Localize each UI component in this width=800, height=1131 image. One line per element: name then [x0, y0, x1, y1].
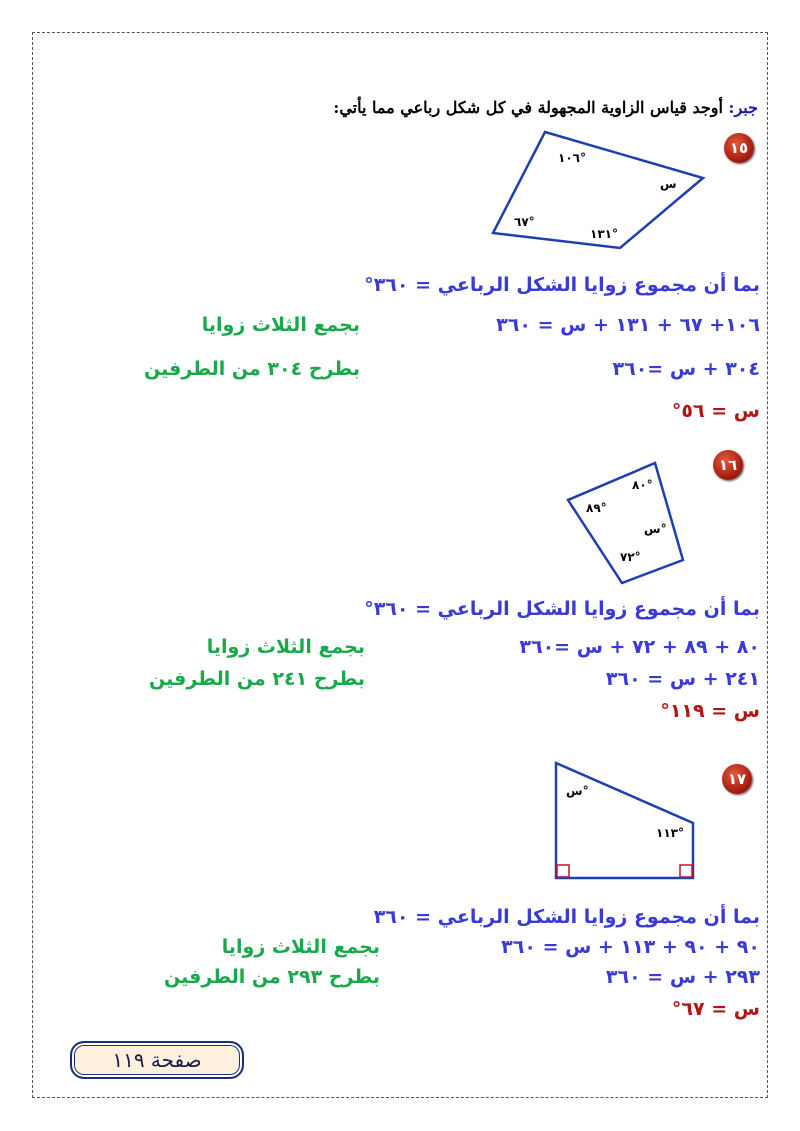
angle-label-unknown: س°	[566, 784, 589, 798]
angle-label: ١٠٦°	[558, 151, 586, 165]
result: س = ٥٦°	[671, 400, 760, 422]
equation-step1: ١٠٦+ ٦٧ + ١٣١ + س = ٣٦٠	[496, 314, 760, 336]
result: س = ١١٩°	[660, 700, 760, 722]
sum-statement: بما أن مجموع زوايا الشكل الرباعي = ٣٦٠°	[364, 598, 760, 620]
sum-statement: بما أن مجموع زوايا الشكل الرباعي = ٣٦٠	[373, 906, 760, 928]
right-angle-marker	[557, 865, 569, 877]
right-angle-marker	[680, 865, 692, 877]
angle-label: ٨٩°	[586, 501, 607, 515]
angle-label: ١٣١°	[590, 227, 618, 241]
angle-label-unknown: س°	[644, 522, 667, 536]
angle-label: ٧٢°	[620, 550, 641, 564]
step2-note: بطرح ٣٠٤ من الطرفين	[144, 358, 360, 380]
angle-label: ٨٠°	[632, 478, 653, 492]
angle-label: ١١٣°	[656, 826, 684, 840]
header-keyword: جبر	[734, 98, 758, 117]
step2-note: بطرح ٢٩٣ من الطرفين	[164, 966, 380, 988]
angle-label: ٦٧°	[514, 215, 535, 229]
step2-note: بطرح ٢٤١ من الطرفين	[149, 668, 365, 690]
equation-step2: ٣٠٤ + س =٣٦٠	[612, 358, 760, 380]
quadrilateral-figure-16	[560, 455, 690, 590]
page-number-label: صفحة ١١٩	[112, 1048, 202, 1072]
problem-number-badge: ١٥	[724, 133, 754, 163]
header-text: أوجد قياس الزاوية المجهولة في كل شكل رباعي مما يأتي:	[333, 98, 723, 117]
problem-number-badge: ١٧	[722, 764, 752, 794]
quadrilateral-figure-17	[548, 755, 708, 885]
equation-step1: ٩٠ + ٩٠ + ١١٣ + س = ٣٦٠	[501, 936, 760, 958]
quadrilateral-figure-15	[480, 120, 720, 250]
sum-statement: بما أن مجموع زوايا الشكل الرباعي = ٣٦٠°	[364, 274, 760, 296]
step1-note: بجمع الثلاث زوايا	[221, 936, 380, 958]
result: س = ٦٧°	[671, 998, 760, 1020]
step1-note: بجمع الثلاث زوايا	[206, 636, 365, 658]
equation-step2: ٢٩٣ + س = ٣٦٠	[605, 966, 760, 988]
header-separator: :	[728, 98, 735, 117]
page-number-box	[70, 1041, 244, 1079]
exercise-header	[333, 98, 758, 117]
equation-step1: ٨٠ + ٨٩ + ٧٢ + س =٣٦٠	[519, 636, 760, 658]
step1-note: بجمع الثلاث زوايا	[201, 314, 360, 336]
angle-label-unknown: س	[660, 177, 677, 191]
equation-step2: ٢٤١ + س = ٣٦٠	[605, 668, 760, 690]
problem-number-badge: ١٦	[713, 450, 743, 480]
